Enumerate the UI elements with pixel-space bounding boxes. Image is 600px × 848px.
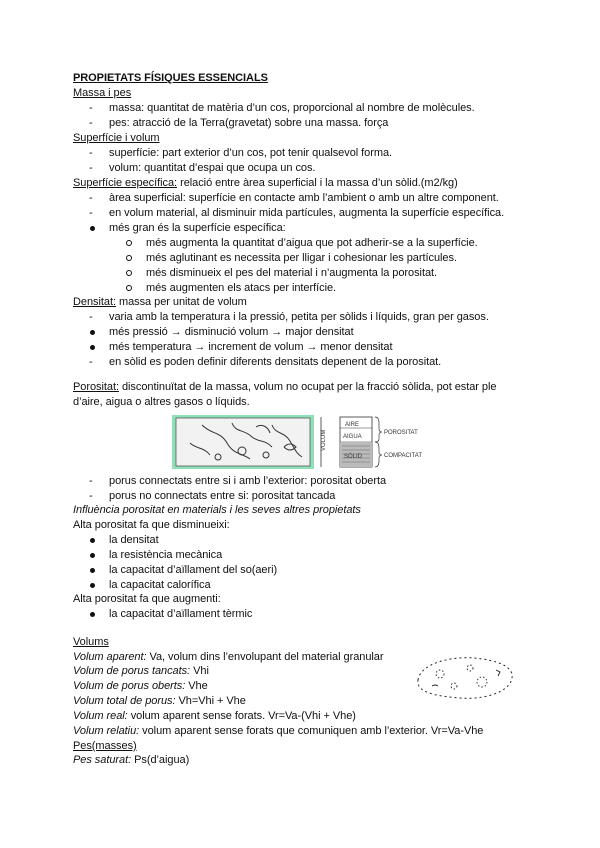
dash-marker: - [89,102,93,114]
page-title: PROPIETATS FÍSIQUES ESSENCIALS [73,72,268,84]
volum-row [73,664,209,678]
sub-list-item: més disminueix el pes del material i n’augmenta la porositat. [146,267,438,279]
volum-row [73,694,246,708]
solid-label: SÒLID [344,454,363,460]
heading-superficie-volum: Superfície i volum [73,132,160,144]
volum-def: volum aparent sense forats. Vr=Va-(Vhi + Vhe) [127,710,356,722]
list-item: més pressió → disminució volum → major densitat [109,326,354,338]
dash-marker: - [89,207,93,219]
heading-porositat: Porositat: [73,381,119,393]
list-item: la resistència mecànica [109,549,223,561]
list-item: porus no connectats entre si: porositat tancada [109,490,336,502]
sub-list-item: més aglutinant es necessita per lligar i cohesionar les partícules. [146,252,457,264]
bullet-circle [126,270,132,276]
compacitat-brace [375,442,382,467]
list-item: més temperatura → increment de volum → menor densitat [109,341,393,353]
heading-superficie-especifica: Superfície específica: [73,177,178,189]
heading-densitat: Densitat: [73,296,116,308]
envelope-outline [418,658,512,699]
volum-row [73,724,483,738]
sub-list-item: més augmenten els atacs per interfície. [146,282,337,294]
volum-row [73,679,208,693]
bullet-dot [90,538,95,543]
superficie-especifica-line [73,176,458,190]
heading-massa-pes: Massa i pes [73,87,132,99]
list-item: àrea superficial: superfície en contacte amb l’ambient o amb un altre component. [109,192,499,204]
compacitat-label: COMPACITAT [384,453,422,459]
dash-marker: - [89,490,93,502]
volum-term: Volum relatiu: [73,725,140,737]
volum-def: Vhe [185,680,208,692]
porositat-label: POROSITAT [384,430,418,436]
volum-row [73,709,356,723]
bullet-dot [90,568,95,573]
dash-marker: - [89,475,93,487]
pes-def: Ps(d’aigua) [131,754,190,766]
volum-def: Vh=Vhi + Vhe [175,695,246,707]
bullet-dot [90,553,95,558]
pes-term: Pes saturat: [73,754,132,766]
bullet-circle [126,285,132,291]
bullet-circle [126,240,132,246]
volum-row [73,650,383,664]
bullet-dot [90,612,95,617]
bullet-dot [90,583,95,588]
list-item: superfície: part exterior d’un cos, pot tenir qualsevol forma. [109,147,393,159]
porositat-line [73,380,496,394]
list-item: en volum material, al disminuir mida partícules, augmenta la superfície específica. [109,207,505,219]
heading-pes-masses: Pes(masses) [73,740,137,752]
list-item: volum: quantitat d’espai que ocupa un cos. [109,162,316,174]
volum-def: Va, volum dins l’envolupant del material granular [146,651,384,663]
list-item: en sòlid es poden definir diferents densitats depenent de la porositat. [109,356,442,368]
porosity-diagram [172,413,472,471]
list-item: més gran és la superfície específica: [109,222,286,234]
bullet-dot [90,345,95,350]
alta-augmenti-heading: Alta porositat fa que augmenti: [73,593,221,605]
volum-term: Volum de porus oberts: [73,680,186,692]
volum-def: Vhi [190,665,209,677]
definition-text: discontinuïtat de la massa, volum no ocupat per la fracció sòlida, pot estar ple [118,381,497,393]
aigua-label: AIGUA [343,434,362,440]
volum-term: Volum real: [73,710,128,722]
heading-volums: Volums [73,636,109,648]
alta-disminueix-heading: Alta porositat fa que disminueixi: [73,519,230,531]
volum-term: Volum total de porus: [73,695,176,707]
densitat-line [73,295,247,309]
dash-marker: - [89,147,93,159]
list-item: la densitat [109,534,159,546]
dash-marker: - [89,311,93,323]
volum-label: VOLUM [321,429,327,451]
bullet-dot [90,330,95,335]
porous-material-sample [176,418,310,466]
aire-label: AIRE [345,422,360,428]
bullet-circle [126,255,132,261]
porositat-brace [375,417,382,442]
definition-text: massa per unitat de volum [115,296,247,308]
dash-marker: - [89,356,93,368]
list-item: pes: atracció de la Terra(gravetat) sobre una massa. força [109,117,389,129]
granular-volume-sketch [412,652,520,704]
list-item: la capacitat d’aïllament tèrmic [109,608,253,620]
sub-list-item: més augmenta la quantitat d’aigua que pot adherir-se a la superfície. [146,237,478,249]
dash-marker: - [89,162,93,174]
dash-marker: - [89,192,93,204]
list-item: varia amb la temperatura i la pressió, petita per sòlids i líquids, gran per gasos. [109,311,489,323]
definition-text: relació entre àrea superficial i la massa d’un sòlid.(m2/kg) [177,177,458,189]
list-item: porus connectats entre si i amb l’exterior: porositat oberta [109,475,387,487]
list-item: massa: quantitat de matèria d’un cos, proporcional al nombre de molècules. [109,102,475,114]
volum-term: Volum de porus tancats: [73,665,191,677]
list-item: la capacitat calorífica [109,579,211,591]
definition-text-cont: d’aire, aigua o altres gasos o líquids. [73,396,250,408]
volum-term: Volum aparent: [73,651,147,663]
volum-def: volum aparent sense forats que comuniquen amb l’exterior. Vr=Va-Vhe [139,725,484,737]
pes-saturat-row [73,753,189,767]
grain-marks [432,665,500,689]
list-item: la capacitat d’aïllament del so(aeri) [109,564,278,576]
dash-marker: - [89,117,93,129]
bullet-dot [90,226,95,231]
influencia-subheading: Influència porositat en materials i les seves altres propietats [73,504,361,516]
